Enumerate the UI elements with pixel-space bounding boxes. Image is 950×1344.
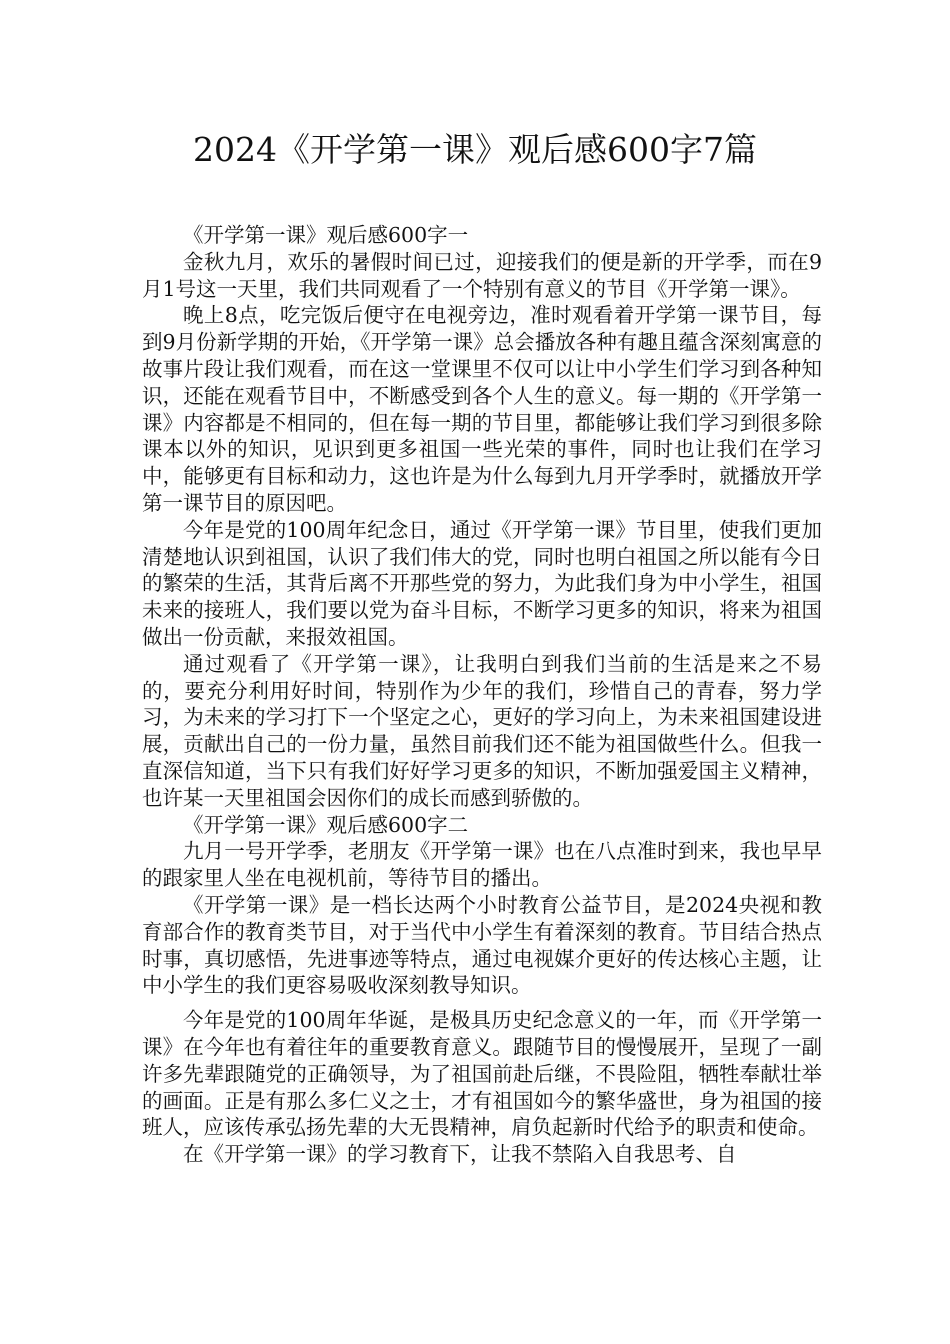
section-heading-1: 《开学第一课》观后感600字一 (183, 223, 469, 247)
document-body (142, 222, 822, 1168)
paragraph: 通过观看了《开学第一课》，让我明白到我们当前的生活是来之不易的，要充分利用好时间，特别作为少年的我们，珍惜自己的青春，努力学习，为未来的学习打下一个坚定之心，更好的学习向上，为未来祖国建设进展，贡献出自己的一份力量，虽然目前我们还不能为祖国做些什么。但我一直深信知道，当下只有我们好好学习更多的知识，不断加强爱国主义精神，也许某一天里祖国会因你们的成长而感到骄傲的。 (142, 651, 822, 810)
document-title: 2024《开学第一课》观后感600字7篇 (193, 130, 757, 169)
paragraph: 今年是党的100周年华诞，是极具历史纪念意义的一年，而《开学第一课》在今年也有着往年的重要教育意义。跟随节目的慢慢展开，呈现了一副许多先辈跟随党的正确领导，为了祖国前赴后继，不畏险阻，牺牲奉献壮举的画面。正是有那么多仁义之士，才有祖国如今的繁华盛世，身为祖国的接班人，应该传承弘扬先辈的大无畏精神，肩负起新时代给予的职责和使命。 (142, 1008, 822, 1140)
paragraph: 在《开学第一课》的学习教育下，让我不禁陷入自我思考、自 (183, 1142, 737, 1167)
paragraph: 《开学第一课》是一档长达两个小时教育公益节目，是2024央视和教育部合作的教育类节目，对于当代中小学生有着深刻的教育。节目结合热点时事，真切感悟，先进事迹等特点，通过电视媒介更好的传达核心主题，让中小学生的我们更容易吸收深刻教导知识。 (142, 892, 822, 998)
paragraph: 今年是党的100周年纪念日，通过《开学第一课》节目里，使我们更加清楚地认识到祖国，认识了我们伟大的党，同时也明白祖国之所以能有今日的繁荣的生活，其背后离不开那些党的努力，为此我们身为中小学生，祖国未来的接班人，我们要以党为奋斗目标，不断学习更多的知识，将来为祖国做出一份贡献，来报效祖国。 (142, 517, 822, 649)
paragraph: 九月一号开学季，老朋友《开学第一课》也在八点准时到来，我也早早的跟家里人坐在电视机前，等待节目的播出。 (142, 839, 822, 891)
paragraph: 晚上8点，吃完饭后便守在电视旁边，准时观看着开学第一课节目，每到9月份新学期的开始，《开学第一课》总会播放各种有趣且蕴含深刻寓意的故事片段让我们观看，而在这一堂课里不仅可以让中小学生们学习到各种知识，还能在观看节目中，不断感受到各个人生的意义。每一期的《开学第一课》内容都是不相同的，但在每一期的节目里，都能够让我们学习到很多除课本以外的知识，见识到更多祖国一些光荣的事件，同时也让我们在学习中，能够更有目标和动力，这也许是为什么每到九月开学季时，就播放开学第一课节目的原因吧。 (142, 303, 822, 515)
section-heading-2: 《开学第一课》观后感600字二 (183, 812, 469, 837)
paragraph: 金秋九月，欢乐的暑假时间已过，迎接我们的便是新的开学季，而在9月1号这一天里，我们共同观看了一个特别有意义的节目《开学第一课》。 (142, 249, 822, 301)
